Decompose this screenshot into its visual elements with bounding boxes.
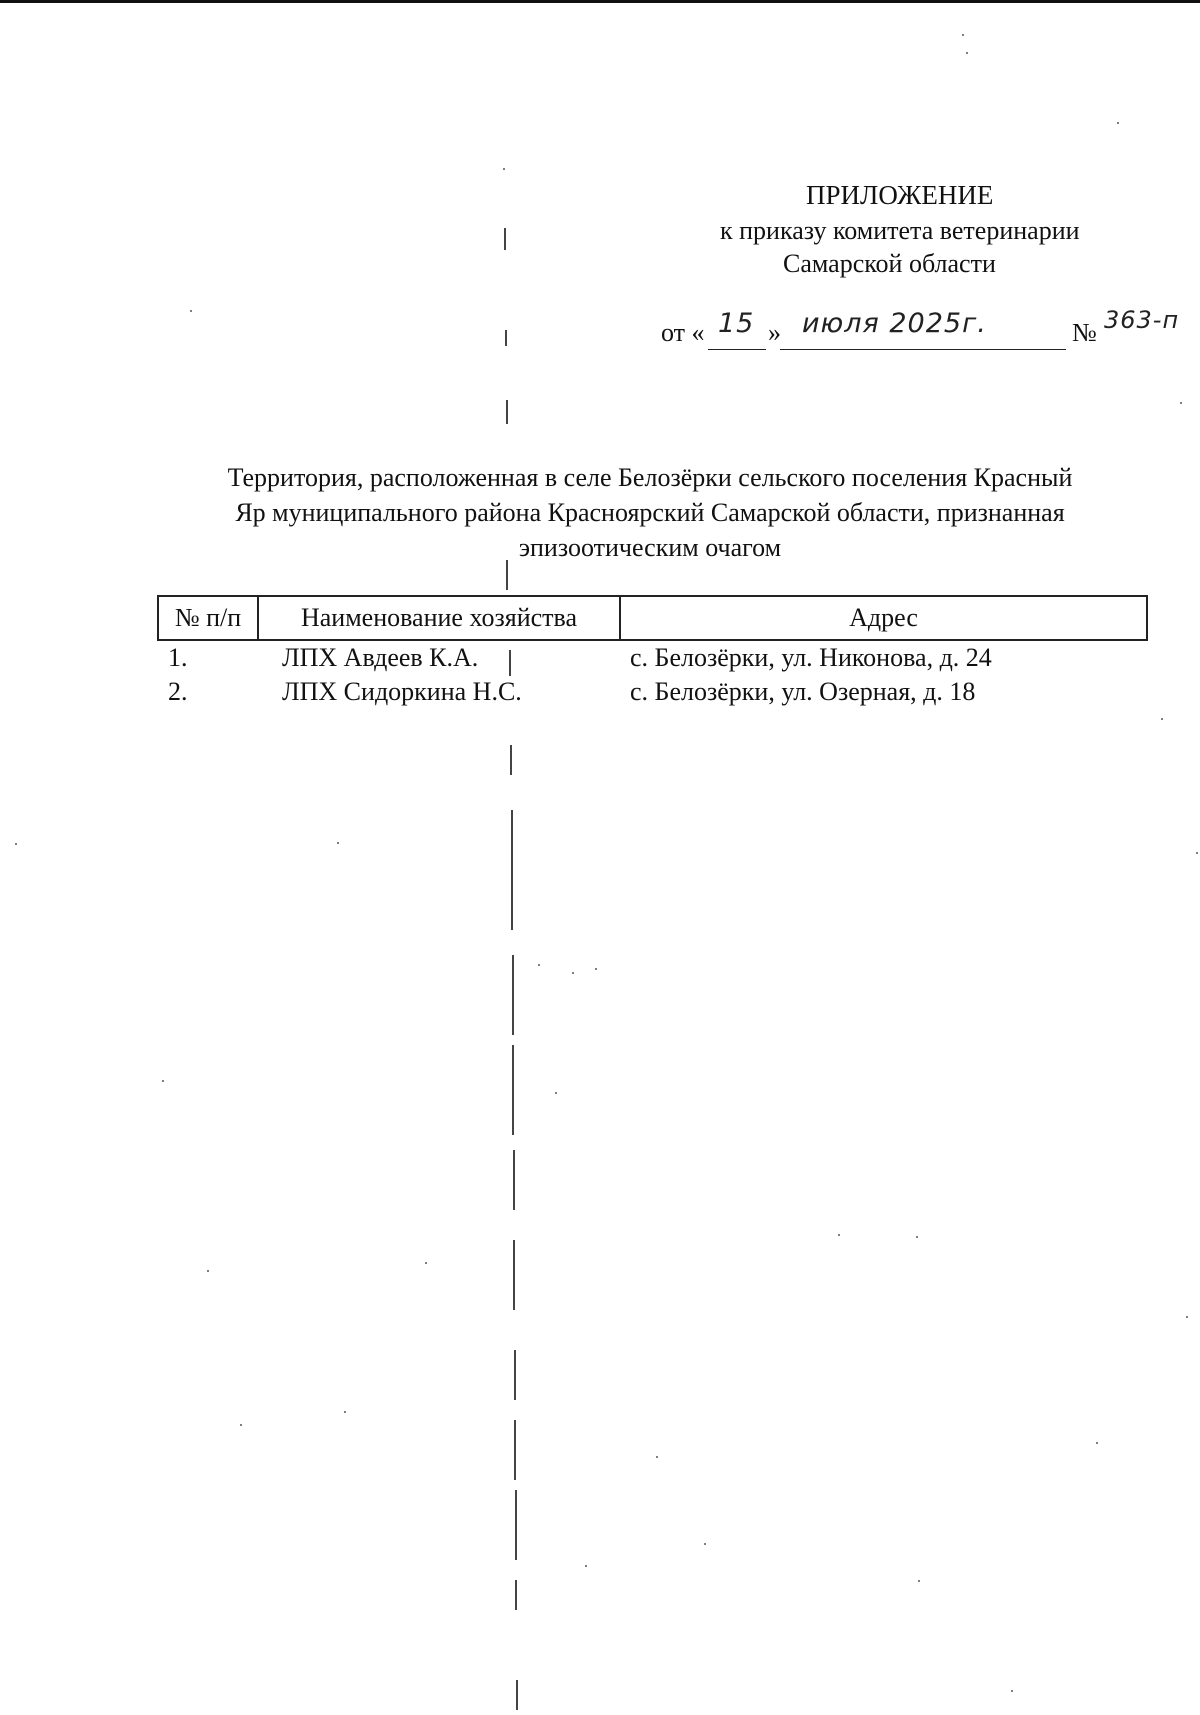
page-top-border	[0, 0, 1200, 3]
header-number: № п/п	[158, 596, 258, 640]
order-quote-close: »	[768, 318, 781, 347]
header-address: Адрес	[620, 596, 1147, 640]
order-day: 15	[718, 308, 755, 339]
title-line-3: эпизоотическим очагом	[518, 533, 782, 562]
row-household-name: ЛПХ Авдеев К.А.	[282, 643, 479, 672]
households-table	[157, 595, 1148, 709]
annex-subtitle-line2: Самарской области	[783, 249, 996, 278]
order-number-value: 363-п	[1104, 306, 1180, 334]
order-month-year: июля 2025г.	[802, 308, 987, 339]
title-line-2: Яр муниципального района Красноярский Самарской области, признанная	[235, 498, 1065, 527]
header-household-name: Наименование хозяйства	[258, 596, 620, 640]
table-row	[158, 675, 1147, 709]
annex-title: ПРИЛОЖЕНИЕ	[806, 180, 994, 210]
row-address: с. Белозёрки, ул. Озерная, д. 18	[630, 677, 976, 706]
table-row	[158, 640, 1147, 675]
row-household-name: ЛПХ Сидоркина Н.С.	[282, 677, 522, 706]
order-prefix: от «	[661, 318, 705, 347]
row-number: 1.	[168, 643, 188, 672]
row-address: с. Белозёрки, ул. Никонова, д. 24	[630, 643, 992, 672]
table-header-row	[158, 596, 1147, 640]
title-line-1: Территория, расположенная в селе Белозёрки сельского поселения Красный	[227, 463, 1073, 492]
document-title	[160, 460, 1140, 565]
order-number-label: №	[1072, 318, 1097, 347]
annex-subtitle-line1: к приказу комитета ветеринарии	[720, 216, 1080, 245]
row-number: 2.	[168, 677, 188, 706]
